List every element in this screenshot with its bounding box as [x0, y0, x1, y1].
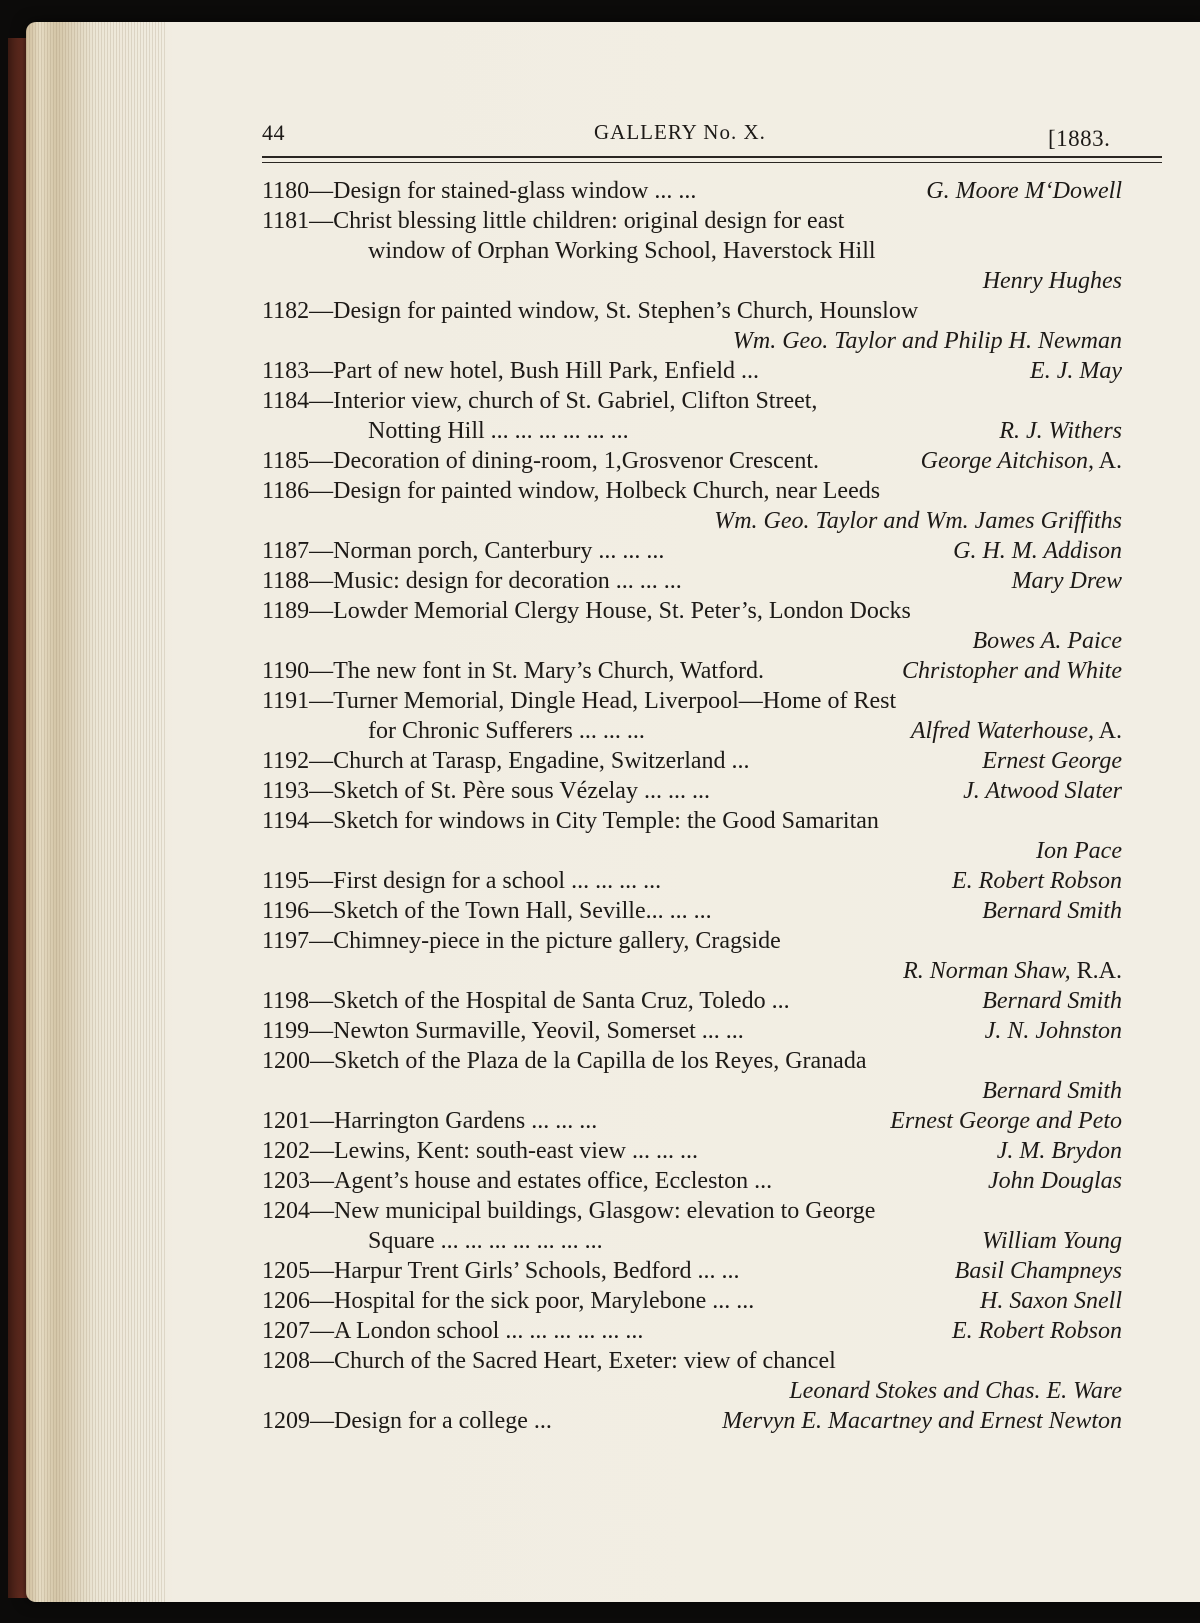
catalogue-entry-line	[262, 986, 1122, 1016]
entry-number: 1188	[262, 568, 310, 594]
header-rule-thin	[262, 162, 1162, 163]
catalogue-entry-line	[262, 776, 1122, 806]
catalogue-entry-line	[262, 356, 1122, 386]
artist-name	[982, 986, 1122, 1016]
artist-name-text: Christopher and White	[902, 658, 1122, 684]
artist-name	[955, 1256, 1122, 1286]
artist-name-text: Ernest George and Peto	[890, 1108, 1122, 1134]
artist-name-text: G. Moore M‘Dowell	[926, 178, 1122, 204]
artist-name-text: Bernard Smith	[982, 988, 1122, 1014]
entry-number: 1203	[262, 1168, 310, 1194]
catalogue-entry-line	[262, 446, 1122, 476]
artist-name	[985, 1016, 1122, 1046]
entry-number: 1192	[262, 748, 310, 774]
year-marker: [1883.	[1048, 126, 1111, 151]
catalogue-entry-line	[262, 1316, 1122, 1346]
entry-number: 1201	[262, 1108, 310, 1134]
entry-title: —Sketch for windows in City Temple: the Good Samaritan	[309, 808, 879, 834]
catalogue-entry-line	[262, 1166, 1122, 1196]
catalogue-entry-line	[262, 1226, 1122, 1256]
entry-number: 1197	[262, 928, 310, 954]
entry-title: —Church at Tarasp, Engadine, Switzerland ...	[309, 748, 750, 774]
entry-title: —Newton Surmaville, Yeovil, Somerset ... ...	[309, 1018, 744, 1044]
artist-name-text: John Douglas	[988, 1168, 1122, 1194]
entry-number: 1200	[262, 1048, 310, 1074]
artist-name	[997, 1136, 1122, 1166]
catalogue-entry-line	[262, 506, 1122, 536]
catalogue-entry-line	[262, 206, 1122, 236]
catalogue-entry-line	[262, 1346, 1122, 1376]
artist-name-text: Bernard Smith	[982, 898, 1122, 924]
catalogue-entry-line	[262, 1256, 1122, 1286]
entry-title: Notting Hill ... ... ... ... ... ...	[368, 418, 629, 444]
entry-number: 1204	[262, 1198, 310, 1224]
entry-title: —Norman porch, Canterbury ... ... ...	[309, 538, 665, 564]
entry-title: —Lowder Memorial Clergy House, St. Peter’s, London Docks	[309, 598, 911, 624]
entry-number: 1207	[262, 1318, 310, 1344]
artist-name	[926, 176, 1122, 206]
entry-title: —Design for painted window, St. Stephen’s Church, Hounslow	[309, 298, 919, 324]
catalogue-entry-line	[262, 266, 1122, 296]
artist-name-text: Mary Drew	[1011, 568, 1122, 594]
entry-title: —Turner Memorial, Dingle Head, Liverpool—Home of Rest	[309, 688, 897, 714]
entry-number: 1180	[262, 178, 310, 204]
entry-list	[262, 176, 1122, 1436]
artist-name-text: R. J. Withers	[999, 418, 1122, 444]
entry-title: —New municipal buildings, Glasgow: elevation to George	[310, 1198, 876, 1224]
artist-name	[911, 716, 1122, 746]
catalogue-entry-line	[262, 386, 1122, 416]
catalogue-entry-line	[262, 836, 1122, 866]
entry-number: 1187	[262, 538, 310, 564]
entry-title: window of Orphan Working School, Haverstock Hill	[368, 238, 876, 264]
entry-number: 1191	[262, 688, 310, 714]
catalogue-entry-line	[262, 176, 1122, 206]
running-header	[262, 112, 1162, 152]
entry-title: —Hospital for the sick poor, Marylebone ... ...	[310, 1288, 755, 1314]
artist-name	[1030, 356, 1122, 386]
artist-name: Ion Pace	[1036, 838, 1122, 864]
catalogue-entry-line	[262, 686, 1122, 716]
entry-title: —Design for stained-glass window ... ...	[309, 178, 697, 204]
entry-title: for Chronic Sufferers ... ... ...	[368, 718, 645, 744]
catalogue-entry-line	[262, 806, 1122, 836]
entry-title: —A London school ... ... ... ... ... ...	[310, 1318, 644, 1344]
artist-name: Wm. Geo. Taylor and Philip H. Newman	[732, 328, 1122, 354]
entry-number: 1209	[262, 1408, 310, 1434]
artist-name-text: William Young	[982, 1228, 1122, 1254]
artist-name	[982, 1226, 1122, 1256]
artist-name	[982, 896, 1122, 926]
entry-number: 1195	[262, 868, 310, 894]
entry-title: —Sketch of the Hospital de Santa Cruz, Toledo ...	[309, 988, 790, 1014]
gallery-title: GALLERY No. X.	[594, 120, 766, 144]
artist-name	[722, 1406, 1122, 1436]
artist-name: Bowes A. Paice	[972, 628, 1122, 654]
entry-title: —Music: design for decoration ... ... ...	[309, 568, 682, 594]
catalogue-entry-line	[262, 1376, 1122, 1406]
artist-name: Wm. Geo. Taylor and Wm. James Griffiths	[714, 508, 1122, 534]
entry-title: —The new font in St. Mary’s Church, Watford.	[309, 658, 764, 684]
artist-name	[980, 1286, 1122, 1316]
artist-honorific: A.	[1093, 448, 1122, 474]
catalogue-entry-line	[262, 416, 1122, 446]
catalogue-entry-line	[262, 956, 1122, 986]
entry-title: —Design for a college ...	[310, 1408, 552, 1434]
catalogue-entry-line	[262, 1136, 1122, 1166]
catalogue-entry-line	[262, 1016, 1122, 1046]
entry-title: —Sketch of St. Père sous Vézelay ... ... ...	[309, 778, 710, 804]
artist-honorific: A.	[1093, 718, 1122, 744]
artist-name	[952, 866, 1122, 896]
artist-name: Leonard Stokes and Chas. E. Ware	[789, 1378, 1122, 1404]
artist-name: Bernard Smith	[982, 1078, 1122, 1104]
entry-title: —Lewins, Kent: south-east view ... ... ...	[310, 1138, 698, 1164]
entry-title: —Christ blessing little children: original design for east	[309, 208, 845, 234]
artist-name-text: J. Atwood Slater	[963, 778, 1122, 804]
artist-name-text: H. Saxon Snell	[980, 1288, 1122, 1314]
catalogue-entry-line	[262, 566, 1122, 596]
entry-number: 1202	[262, 1138, 310, 1164]
page-number: 44	[262, 120, 285, 145]
artist-name-text: J. N. Johnston	[984, 1018, 1122, 1044]
artist-name: Henry Hughes	[982, 268, 1122, 294]
artist-name	[921, 446, 1122, 476]
artist-name	[963, 776, 1122, 806]
catalogue-entry-line	[262, 326, 1122, 356]
catalogue-entry-line	[262, 1046, 1122, 1076]
entry-title: —Sketch of the Plaza de la Capilla de los Reyes, Granada	[310, 1048, 867, 1074]
entry-title: —Interior view, church of St. Gabriel, Clifton Street,	[309, 388, 818, 414]
artist-name	[952, 1316, 1122, 1346]
artist-name: R. Norman Shaw,	[903, 958, 1071, 984]
entry-number: 1208	[262, 1348, 310, 1374]
entry-title: —Sketch of the Town Hall, Seville... ... ...	[309, 898, 712, 924]
entry-number: 1193	[262, 778, 310, 804]
entry-title: —Harpur Trent Girls’ Schools, Bedford ... ...	[310, 1258, 740, 1284]
catalogue-entry-line	[262, 1106, 1122, 1136]
artist-name	[982, 746, 1122, 776]
entry-number: 1181	[262, 208, 310, 234]
entry-title: —Chimney-piece in the picture gallery, Cragside	[309, 928, 781, 954]
artist-name-text: Basil Champneys	[954, 1258, 1122, 1284]
entry-title: —Harrington Gardens ... ... ...	[310, 1108, 598, 1134]
entry-title: —Church of the Sacred Heart, Exeter: view of chancel	[310, 1348, 836, 1374]
entry-number: 1205	[262, 1258, 310, 1284]
catalogue-entry-line	[262, 1406, 1122, 1436]
catalogue-entry-line	[262, 536, 1122, 566]
artist-name-text: Mervyn E. Macartney and Ernest Newton	[722, 1408, 1122, 1434]
catalogue-entry-line	[262, 296, 1122, 326]
artist-name	[999, 416, 1122, 446]
catalogue-entry-line	[262, 746, 1122, 776]
catalogue-entry-line	[262, 926, 1122, 956]
artist-name-text: E. J. May	[1030, 358, 1122, 384]
entry-title: Square ... ... ... ... ... ... ...	[368, 1228, 603, 1254]
entry-title: —Design for painted window, Holbeck Church, near Leeds	[309, 478, 881, 504]
entry-number: 1199	[262, 1018, 310, 1044]
catalogue-entry-line	[262, 716, 1122, 746]
artist-name	[953, 536, 1122, 566]
catalogue-entry-line	[262, 596, 1122, 626]
entry-number: 1182	[262, 298, 310, 324]
catalogue-entry-line	[262, 1286, 1122, 1316]
entry-number: 1206	[262, 1288, 310, 1314]
entry-number: 1196	[262, 898, 310, 924]
artist-name-text: George Aitchison,	[920, 448, 1094, 474]
catalogue-entry-line	[262, 866, 1122, 896]
artist-name	[890, 1106, 1122, 1136]
entry-number: 1183	[262, 358, 310, 384]
entry-title: —Decoration of dining-room, 1,Grosvenor Crescent.	[309, 448, 819, 474]
catalogue-page	[262, 112, 1162, 1592]
entry-number: 1198	[262, 988, 310, 1014]
artist-name-text: Alfred Waterhouse,	[910, 718, 1094, 744]
artist-name-text: Ernest George	[982, 748, 1122, 774]
entry-number: 1194	[262, 808, 310, 834]
catalogue-entry-line	[262, 476, 1122, 506]
header-rule	[262, 156, 1162, 158]
artist-name	[902, 656, 1122, 686]
entry-number: 1185	[262, 448, 310, 474]
artist-name-text: J. M. Brydon	[996, 1138, 1122, 1164]
catalogue-entry-line	[262, 656, 1122, 686]
artist-name-text: E. Robert Robson	[952, 1318, 1122, 1344]
artist-honorific: R.A.	[1070, 958, 1122, 984]
entry-number: 1190	[262, 658, 310, 684]
catalogue-entry-line	[262, 896, 1122, 926]
entry-number: 1189	[262, 598, 310, 624]
catalogue-entry-line	[262, 1076, 1122, 1106]
entry-number: 1186	[262, 478, 310, 504]
entry-number: 1184	[262, 388, 310, 414]
catalogue-entry-line	[262, 1196, 1122, 1226]
page-edges	[26, 22, 166, 1602]
artist-name-text: E. Robert Robson	[952, 868, 1122, 894]
catalogue-entry-line	[262, 626, 1122, 656]
artist-name	[988, 1166, 1122, 1196]
entry-title: —First design for a school ... ... ... ...	[309, 868, 662, 894]
catalogue-entry-line	[262, 236, 1122, 266]
artist-name	[1012, 566, 1122, 596]
entry-title: —Part of new hotel, Bush Hill Park, Enfield ...	[309, 358, 760, 384]
artist-name-text: G. H. M. Addison	[953, 538, 1122, 564]
entry-title: —Agent’s house and estates office, Eccleston ...	[310, 1168, 773, 1194]
